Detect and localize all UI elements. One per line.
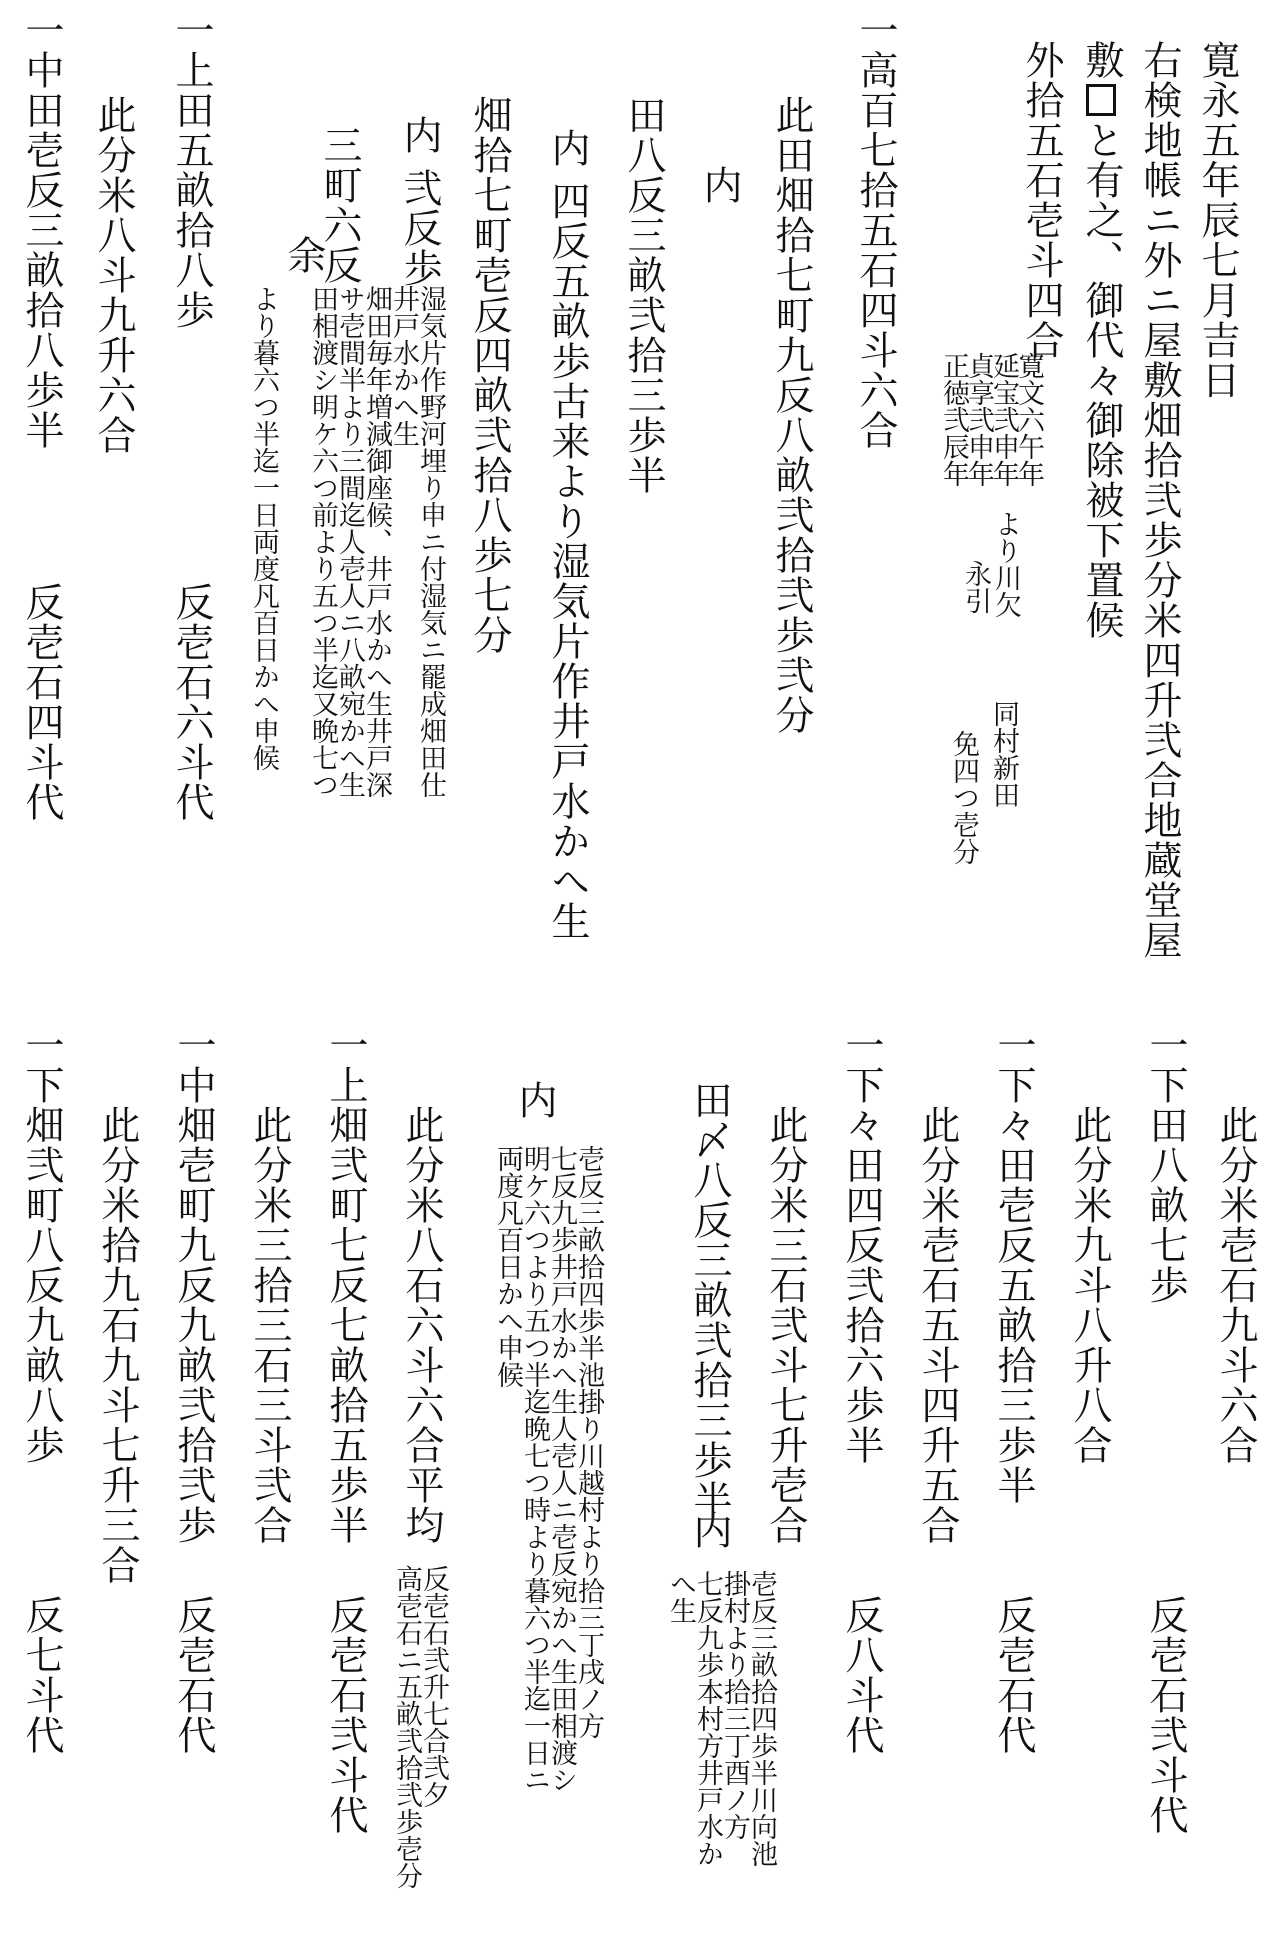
entry-line: 一下々田壱反五畝拾三歩半	[991, 1025, 1036, 1505]
era-year: 貞享弐申年	[963, 352, 994, 487]
text-line: 田八反三畝弐拾三歩半	[621, 95, 666, 495]
note-line: 畑田毎年増減御座候、井戸水かへ生井戸深	[361, 285, 392, 798]
text-line: 内	[687, 1510, 732, 1550]
annotation: より川欠	[990, 510, 1021, 618]
note-line: 掛村より拾三丁酉ノ方	[719, 1570, 750, 1840]
rate-text: 反壱石弐斗代	[1143, 1595, 1188, 1835]
text-line: 右検地帳ニ外ニ屋敷畑拾弐歩分米四升弐合地蔵堂屋	[1137, 40, 1182, 960]
era-year: 正徳弐辰年	[938, 352, 969, 487]
text-line: 畑拾七町壱反四畝弐拾八歩七分	[467, 95, 512, 655]
text-line: 此分米八石六斗六合	[399, 1105, 444, 1465]
rate-text: 反壱石代	[991, 1595, 1036, 1755]
entry-line: 一中田壱反三畝拾八歩半	[19, 10, 64, 450]
text-line: 内 四反五畝歩古来より湿気片作井戸水かへ生	[545, 128, 590, 942]
text-line: 三町六反	[317, 125, 362, 285]
annotation: 同村新田	[988, 700, 1019, 808]
rate-text: 反八斗代	[839, 1595, 884, 1755]
text-line: 外拾五石壱斗四合	[1019, 40, 1064, 360]
entry-line: 一下畑弐町八反九畝八歩	[19, 1025, 64, 1465]
note-line: 七反九歩井戸水かへ生人壱人ニ壱反宛かへ生田相渡シ	[546, 1145, 577, 1793]
rate-text: 反壱石代	[171, 1595, 216, 1755]
text-line: 内 弐反歩	[397, 115, 442, 289]
text-line: 平均	[399, 1465, 444, 1545]
rate-text: 反七斗代	[19, 1595, 64, 1755]
text-line: 田〆八反三畝弐拾三歩半	[687, 1080, 732, 1520]
note-line: 井戸水かへ生	[388, 285, 419, 447]
text-line: 内	[512, 1080, 557, 1120]
note-line: 七反九歩本村方井戸水か	[692, 1570, 723, 1867]
note-line: へ生	[665, 1570, 696, 1624]
note-line: 明ケ六つより五つ半迄晩七つ時より暮六つ半迄一日ニ	[519, 1145, 550, 1793]
entry-line: 一中畑壱町九反九畝弐拾弐歩	[171, 1025, 216, 1545]
note-line: 湿気片作野河埋り申ニ付湿気ニ罷成畑田仕	[415, 285, 446, 798]
note-line: より暮六つ半迄一日両度凡百日かへ申候	[248, 285, 279, 771]
era-year: 寛文六午年	[1013, 352, 1044, 487]
entry-line: 一上畑弐町七反七畝拾五歩半	[323, 1025, 368, 1545]
note-line: 両度凡百日かへ申候	[492, 1145, 523, 1388]
text-line: 余	[281, 235, 326, 275]
entry-line: 一高百七拾五石四斗六合	[853, 10, 898, 450]
text-line: 内	[697, 165, 742, 205]
text-line: 此分米壱石九斗六合	[1213, 1105, 1258, 1465]
text-line: 此分米壱石五斗四升五合	[915, 1105, 960, 1545]
note-line: 高壱石ニ五畝弐拾弐歩壱分	[391, 1565, 422, 1889]
text-line: 此田畑拾七町九反八畝弐拾弐歩弐分	[769, 95, 814, 735]
note-line: 田相渡シ明ケ六つ前より五つ半迄又晩七つ	[307, 285, 338, 798]
text-line: 此分米三石弐斗七升壱合	[763, 1105, 808, 1545]
note-line: サ壱間半より三間迄人壱人ニ八畝宛かへ生	[334, 285, 365, 798]
annotation: 永引	[960, 560, 991, 614]
missing-character-box	[1086, 84, 1116, 116]
text-line: 此分米八斗九升六合	[91, 95, 136, 455]
rate-text: 反壱石四斗代	[19, 582, 64, 822]
date-line: 寛永五年辰七月吉日	[1195, 40, 1240, 400]
text-line: 敷と有之、御代々御除被下置候	[1079, 40, 1124, 640]
annotation: 免四つ壱分	[948, 730, 979, 865]
rate-text: 反壱石弐斗代	[323, 1595, 368, 1835]
era-year: 延宝弐申年	[988, 352, 1019, 487]
entry-line: 一上田五畝拾八歩	[169, 10, 214, 330]
note-line: 反壱石弐升七合弐夕	[418, 1565, 449, 1808]
entry-line: 一下田八畝七歩	[1143, 1025, 1188, 1305]
text-line: 此分米拾九石九斗七升三合	[95, 1105, 140, 1585]
rate-text: 反壱石六斗代	[169, 582, 214, 822]
note-line: 壱反三畝拾四歩半川向池	[746, 1570, 777, 1867]
note-line: 壱反三畝拾四歩半池掛り川越村より拾三丁戌ノ方	[573, 1145, 604, 1739]
text-line: 此分米九斗八升八合	[1067, 1105, 1112, 1465]
text-line: 此分米三拾三石三斗弐合	[247, 1105, 292, 1545]
entry-line: 一下々田四反弐拾六歩半	[839, 1025, 884, 1465]
